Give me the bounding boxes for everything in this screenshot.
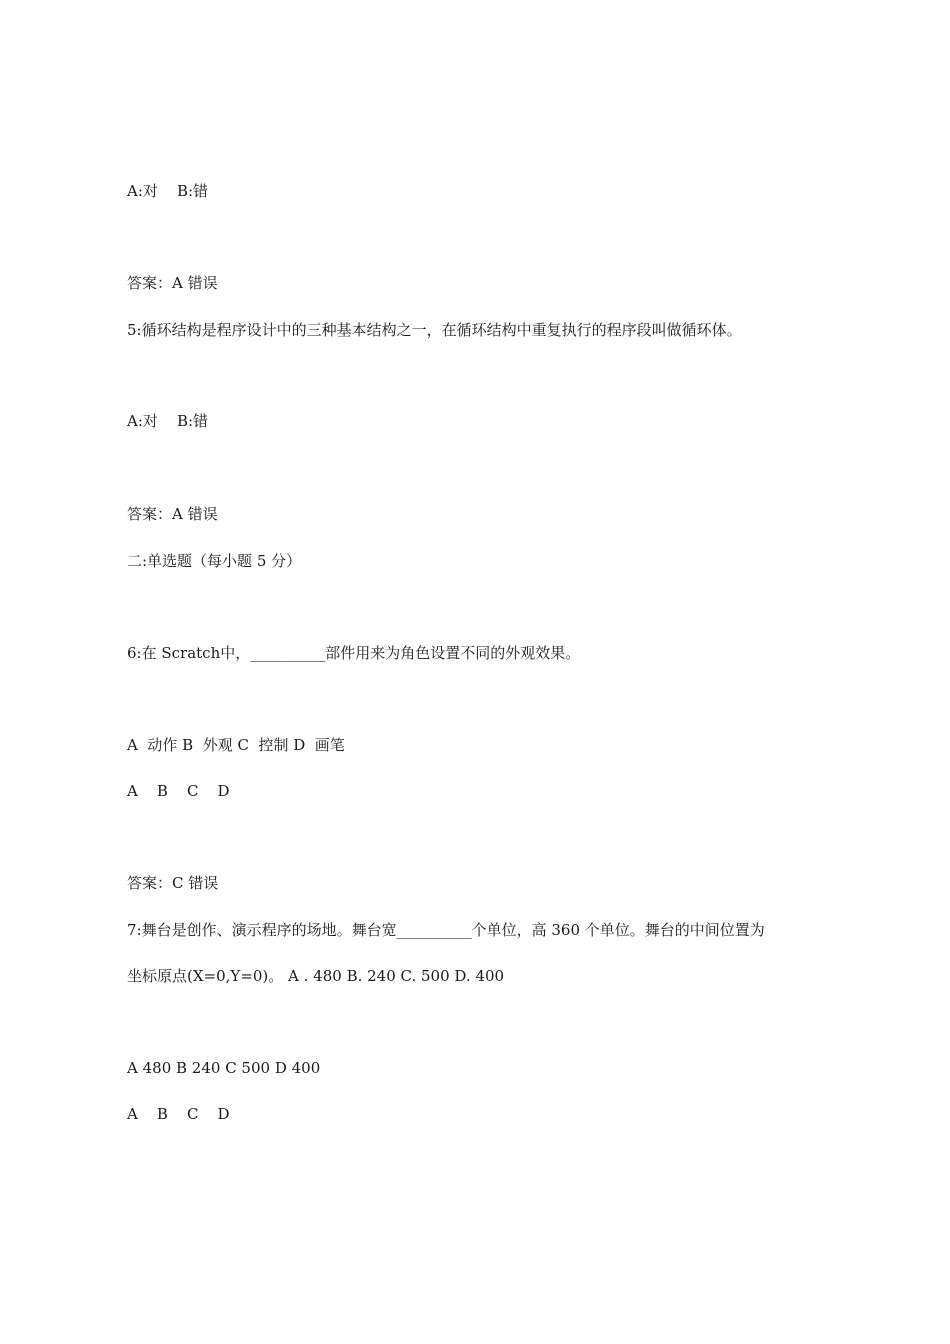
q6-choices: A 动作 B 外观 C 控制 D 画笔 xyxy=(127,736,345,754)
q7-letters: A B C D xyxy=(127,1105,230,1123)
q4-answer: 答案：A 错误 xyxy=(127,274,218,292)
q4-options: A:对 B:错 xyxy=(127,182,209,200)
q5-answer: 答案：A 错误 xyxy=(127,505,218,523)
q5-options: A:对 B:错 xyxy=(127,412,209,430)
q7-question-line1: 7:舞台是创作、演示程序的场地。舞台宽__________个单位，高 360 个单位。舞台的中间位置为 xyxy=(127,921,765,939)
q7-choices: A 480 B 240 C 500 D 400 xyxy=(127,1059,321,1077)
q7-question-line2: 坐标原点(X=0,Y=0)。 A . 480 B. 240 C. 500 D. 400 xyxy=(127,967,505,985)
q6-letters: A B C D xyxy=(127,782,230,800)
q6-question: 6:在 Scratch中，__________部件用来为角色设置不同的外观效果。 xyxy=(127,644,581,662)
section-heading: 二:单选题（每小题 5 分） xyxy=(127,552,302,570)
q6-answer: 答案：C 错误 xyxy=(127,874,219,892)
q5-question: 5:循环结构是程序设计中的三种基本结构之一，在循环结构中重复执行的程序段叫做循环体。 xyxy=(127,321,742,339)
